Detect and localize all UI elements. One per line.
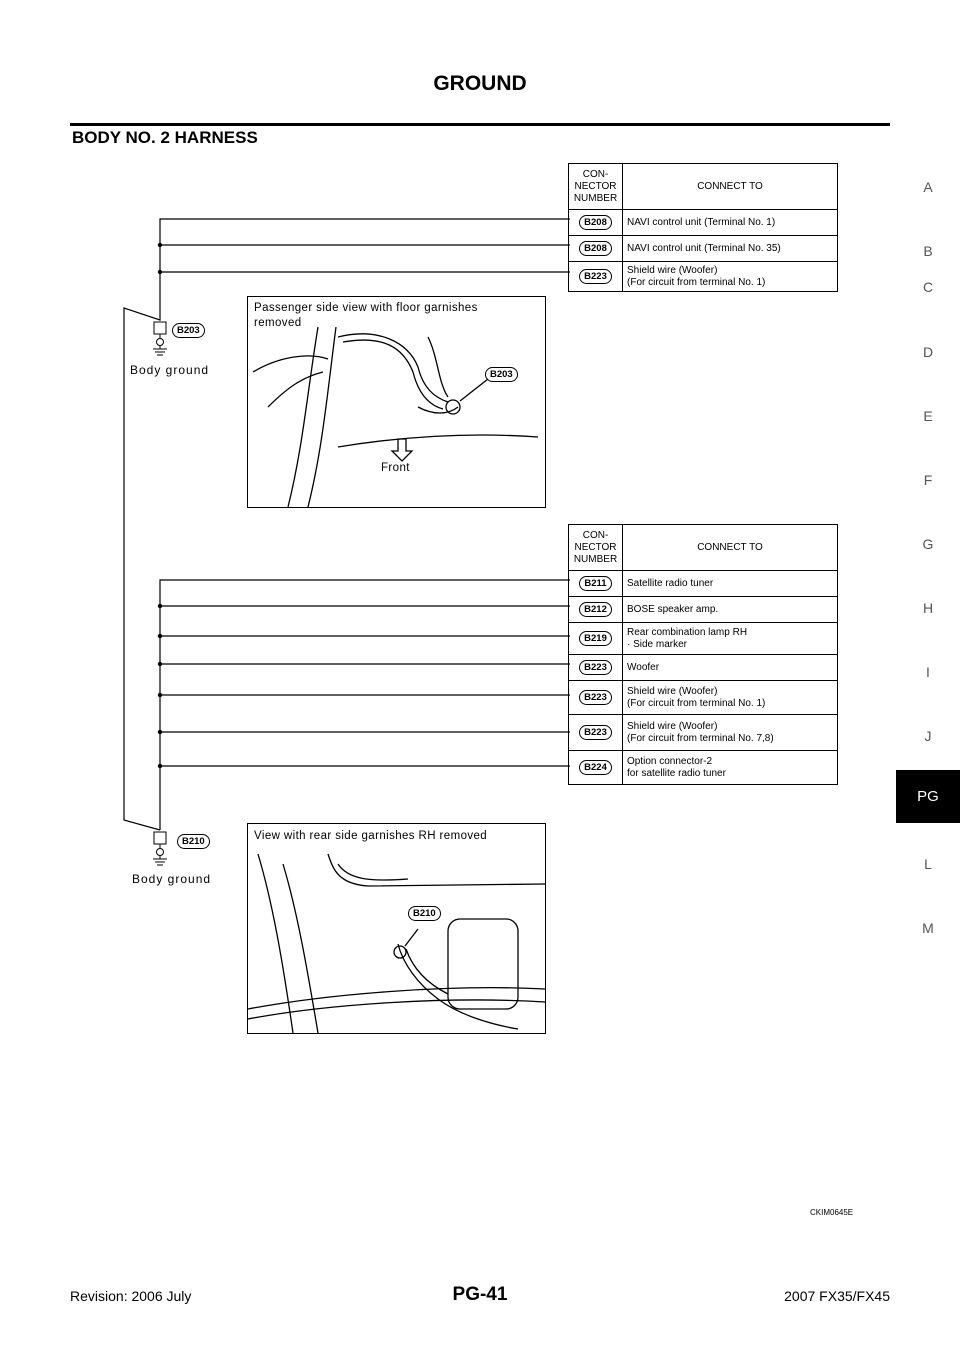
connector-badge: B212	[579, 602, 612, 617]
page-title: GROUND	[433, 72, 527, 95]
figure-passenger-side-view	[247, 296, 546, 508]
table-row	[569, 236, 838, 262]
connector-badge: B208	[579, 215, 612, 230]
header-connect-to: CONNECT TO	[623, 525, 838, 571]
floor-garnish-illustration	[248, 297, 545, 507]
side-index-m[interactable]: M	[922, 920, 934, 936]
header-connector-number: CON- NECTOR NUMBER	[569, 525, 623, 571]
table-row	[569, 262, 838, 292]
connector-badge: B211	[579, 576, 611, 591]
connect-to-cell: BOSE speaker amp.	[623, 597, 838, 623]
table-row	[569, 571, 838, 597]
footer-revision: Revision: 2006 July	[70, 1288, 192, 1304]
connect-to-cell: Satellite radio tuner	[623, 571, 838, 597]
ground-symbol-1	[153, 322, 167, 355]
connector-badge: B208	[579, 241, 612, 256]
section-title: BODY NO. 2 HARNESS	[72, 128, 258, 147]
figure-rear-side-view	[247, 823, 546, 1034]
side-index-pg-active[interactable]: PG	[896, 770, 960, 823]
connect-to-cell: NAVI control unit (Terminal No. 1)	[623, 210, 838, 236]
footer-page-number: PG-41	[452, 1284, 508, 1305]
connect-to-cell: Shield wire (Woofer) (For circuit from terminal No. 7,8)	[623, 715, 838, 751]
connector-table-top	[568, 163, 838, 292]
connector-badge: B223	[579, 725, 612, 740]
connect-to-cell: Shield wire (Woofer) (For circuit from terminal No. 1)	[623, 262, 838, 292]
connector-badge: B223	[579, 660, 612, 675]
table-row	[569, 681, 838, 715]
ground-2-label: Body ground	[132, 872, 212, 886]
ground-symbol-2	[153, 832, 167, 865]
connect-to-cell: Option connector-2 for satellite radio tuner	[623, 751, 838, 785]
table-row	[569, 623, 838, 655]
figure-2-connector-badge: B210	[408, 906, 441, 921]
side-index-i[interactable]: I	[926, 664, 930, 680]
side-index-e[interactable]: E	[923, 408, 933, 424]
front-label: Front	[381, 462, 410, 474]
figure-1-caption: Passenger side view with floor garnishes removed	[254, 302, 478, 329]
wire-b211	[160, 580, 570, 830]
connector-table-bottom	[568, 524, 838, 785]
side-index-j[interactable]: J	[924, 728, 932, 744]
figure-1-connector-badge: B203	[485, 367, 518, 382]
connect-to-cell: Woofer	[623, 655, 838, 681]
ground-1-connector-badge: B203	[172, 323, 205, 338]
table-row	[569, 715, 838, 751]
table-row	[569, 597, 838, 623]
figure-2-caption: View with rear side garnishes RH removed	[254, 830, 488, 842]
connector-badge: B223	[579, 269, 612, 284]
header-connector-number: CON- NECTOR NUMBER	[569, 164, 623, 210]
header-connect-to: CONNECT TO	[623, 164, 838, 210]
side-index-b[interactable]: B	[923, 243, 933, 259]
side-index-l[interactable]: L	[924, 856, 932, 872]
side-index-a[interactable]: A	[923, 179, 933, 195]
side-index-f[interactable]: F	[923, 472, 933, 488]
table-row	[569, 210, 838, 236]
rear-garnish-illustration	[248, 824, 545, 1033]
ground-2-connector-badge: B210	[177, 834, 210, 849]
footer-model: 2007 FX35/FX45	[784, 1288, 890, 1304]
table-row	[569, 655, 838, 681]
ground-1-label: Body ground	[130, 363, 210, 377]
connect-to-cell: NAVI control unit (Terminal No. 35)	[623, 236, 838, 262]
side-index-g[interactable]: G	[922, 536, 934, 552]
connect-to-cell: Rear combination lamp RH · Side marker	[623, 623, 838, 655]
side-index-c[interactable]: C	[922, 279, 934, 295]
connector-badge: B223	[579, 690, 612, 705]
connect-to-cell: Shield wire (Woofer) (For circuit from terminal No. 1)	[623, 681, 838, 715]
reference-code: CKIM0645E	[810, 1208, 854, 1217]
table-row	[569, 751, 838, 785]
connector-badge: B219	[579, 631, 612, 646]
side-index-d[interactable]: D	[922, 344, 934, 360]
side-index-h[interactable]: H	[922, 600, 934, 616]
connector-badge: B224	[579, 760, 612, 775]
